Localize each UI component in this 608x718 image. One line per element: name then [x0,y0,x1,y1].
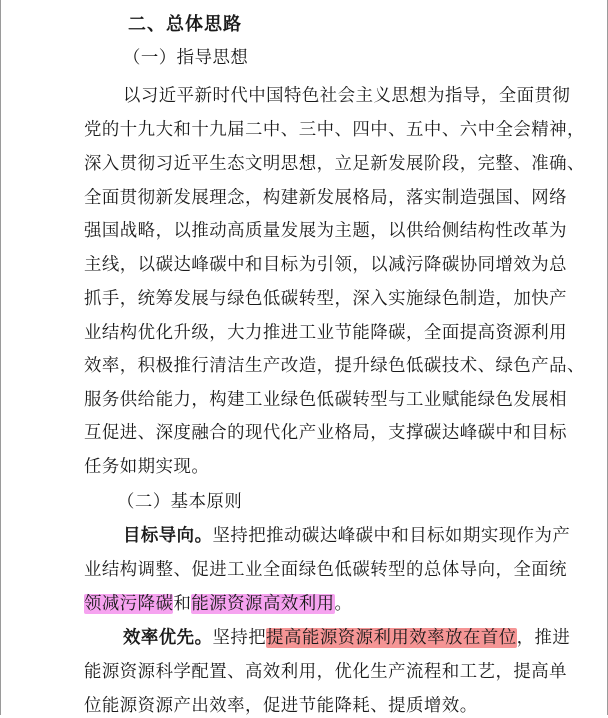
paragraph-line: 以习近平新时代中国特色社会主义思想为指导，全面贯彻 [123,86,571,106]
principle-label-efficiency: 效率优先。 [123,628,213,648]
paragraph-line: 全面贯彻新发展理念，构建新发展格局，落实制造强国、网络 [84,188,568,208]
principle-efficiency-line-2: 能源资源科学配置、高效利用，优化生产流程和工艺，提高单 [84,662,568,682]
paragraph-line: 互促进、深度融合的现代化产业格局，支撑碳达峰碳中和目标 [84,423,568,443]
highlight-pollution-carbon: 领减污降碳 [84,594,174,614]
paragraph-line: 党的十九大和十九届二中、三中、四中、五中、六中全会精神， [84,120,585,140]
efficiency-post-text: ，推进 [516,628,571,648]
connector-text: 和 [173,594,192,614]
principle-goal-line-3 [84,592,352,616]
period-text: 。 [334,594,353,614]
paragraph-line: 主线，以碳达峰碳中和目标为引领，以减污降碳协同增效为总 [84,255,568,275]
principle-goal-text: 坚持把推动碳达峰碳中和目标如期实现作为产 [212,526,571,546]
principle-efficiency-line-1 [123,626,570,650]
paragraph-line: 任务如期实现。 [84,457,210,477]
highlight-efficiency-priority: 提高能源资源利用效率放在首位 [266,628,517,648]
paragraph-line: 业结构优化升级，大力推进工业节能降碳，全面提高资源利用 [84,323,568,343]
subsection-title-basic-principles: （二）基本原则 [117,492,243,512]
principle-goal-line-1 [123,524,570,548]
paragraph-line: 深入贯彻习近平生态文明思想，立足新发展阶段，完整、准确、 [84,154,585,174]
paragraph-line: 效率，积极推行清洁生产改造，提升绿色低碳技术、绿色产品、 [84,356,585,376]
paragraph-line: 服务供给能力，构建工业绿色低碳转型与工业赋能绿色发展相 [84,390,568,410]
principle-efficiency-line-3: 位能源资源产出效率，促进节能降耗、提质增效。 [84,696,478,716]
paragraph-line: 抓手，统筹发展与绿色低碳转型，深入实施绿色制造，加快产 [84,289,568,309]
principle-goal-line-2: 业结构调整、促进工业全面绿色低碳转型的总体导向，全面统 [84,560,568,580]
principle-label-goal: 目标导向。 [123,526,213,546]
paragraph-line: 强国战略，以推动高质量发展为主题，以供给侧结构性改革为 [84,221,568,241]
highlight-energy-efficiency: 能源资源高效利用 [191,594,335,614]
section-heading: 二、总体思路 [128,14,242,35]
efficiency-pre-text: 坚持把 [212,628,267,648]
subsection-title-guiding-ideology: （一）指导思想 [123,48,249,68]
